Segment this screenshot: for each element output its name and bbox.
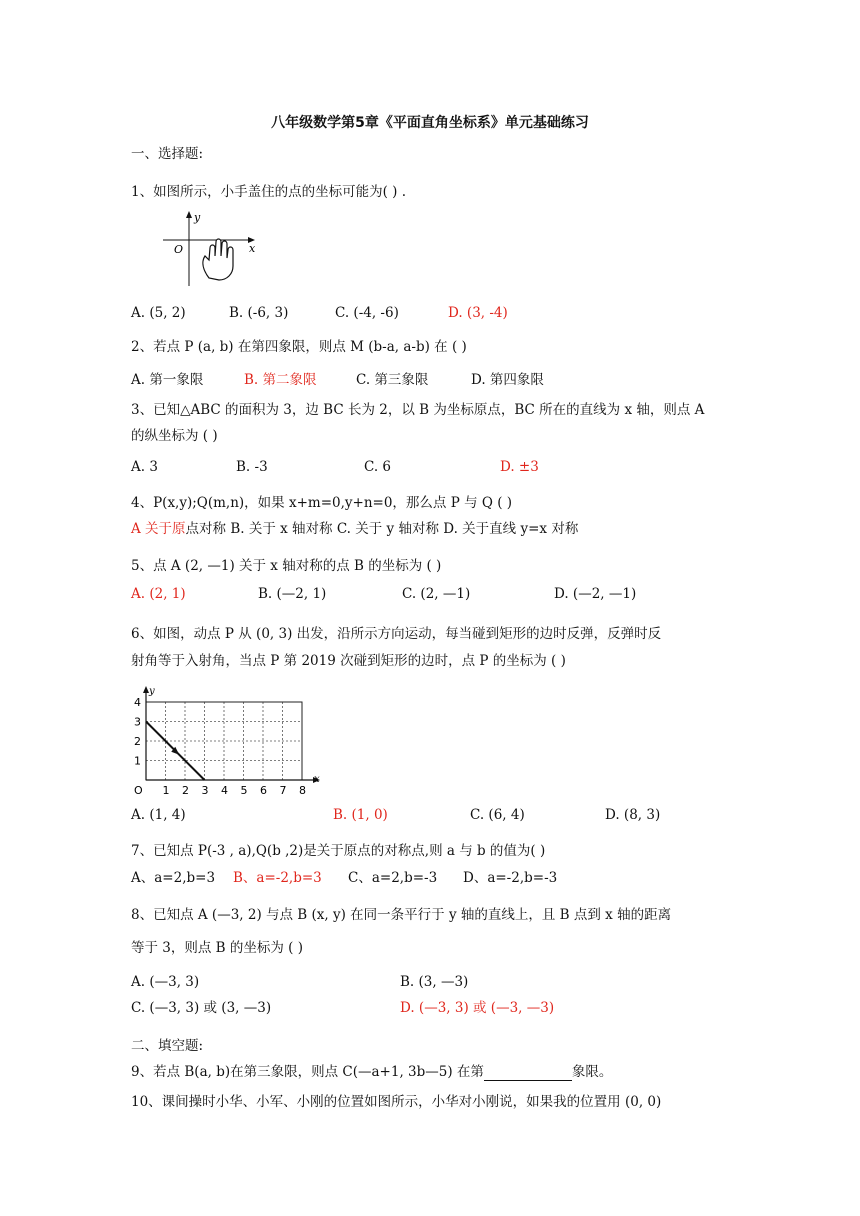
question-4-stem: 4、P(x,y);Q(m,n)，如果 x+m=0,y+n=0，那么点 P 与 Q ( ) bbox=[131, 495, 513, 511]
question-8-stem-line2: 等于 3，则点 B 的坐标为 ( ) bbox=[131, 940, 303, 956]
question-1-x-label: x bbox=[249, 242, 256, 255]
question-6-option-c: C. (6, 4) bbox=[470, 807, 525, 823]
question-8-stem-line1: 8、已知点 A (—3, 2) 与点 B (x, y) 在同一条平行于 y 轴的直线上，且 B 点到 x 轴的距离 bbox=[131, 907, 672, 923]
question-10-stem: 10、课间操时小华、小军、小刚的位置如图所示，小华对小刚说，如果我的位置用 (0, 0) bbox=[131, 1094, 662, 1110]
question-1-figure bbox=[163, 208, 258, 288]
question-7-option-d: D、a=-2,b=-3 bbox=[463, 870, 558, 886]
question-3-option-c: C. 6 bbox=[364, 459, 392, 475]
question-6-option-b: B. (1, 0) bbox=[333, 807, 388, 823]
y-tick-label: 1 bbox=[134, 754, 141, 768]
x-tick-label: 2 bbox=[182, 784, 189, 797]
hand-icon bbox=[203, 239, 233, 280]
question-1-stem: 1、如图所示，小手盖住的点的坐标可能为( ) . bbox=[131, 184, 406, 200]
question-4-options bbox=[131, 520, 578, 538]
section-heading-choice: 一、选择题: bbox=[131, 146, 204, 162]
y-axis-label: y bbox=[149, 686, 155, 697]
question-3-option-a: A. 3 bbox=[131, 459, 158, 475]
question-8-option-b: B. (3, —3) bbox=[400, 974, 469, 990]
question-1-option-a: A. (5, 2) bbox=[131, 305, 186, 321]
question-7-option-b: B、a=-2,b=3 bbox=[233, 870, 322, 886]
x-tick-label: 7 bbox=[279, 784, 287, 797]
y-tick-label: 3 bbox=[134, 715, 141, 729]
x-tick-label: 5 bbox=[240, 784, 248, 797]
question-6-option-d: D. (8, 3) bbox=[605, 807, 661, 823]
page-title: 八年级数学第5章《平面直角坐标系》单元基础练习 bbox=[271, 115, 589, 131]
question-1-y-label: y bbox=[194, 211, 201, 224]
question-5-option-b: B. (—2, 1) bbox=[258, 586, 327, 602]
question-5-option-c: C. (2, —1) bbox=[402, 586, 471, 602]
section-heading-fill: 二、填空题: bbox=[131, 1038, 204, 1054]
question-3-option-d: D. ±3 bbox=[500, 459, 539, 475]
question-5-stem: 5、点 A (2, —1) 关于 x 轴对称的点 B 的坐标为 ( ) bbox=[131, 558, 442, 574]
question-4-options-rest: 点对称 B. 关于 x 轴对称 C. 关于 y 轴对称 D. 关于直线 y=x 对称 bbox=[185, 521, 579, 537]
question-3-stem-line1: 3、已知△ABC 的面积为 3，边 BC 长为 2，以 B 为坐标原点，BC 所在的直线为 x 轴，则点 A bbox=[131, 402, 705, 418]
question-1-option-b: B. (-6, 3) bbox=[229, 305, 289, 321]
x-tick-label: 8 bbox=[299, 784, 306, 797]
question-2-option-c: C. 第三象限 bbox=[356, 372, 429, 388]
question-9-stem-after: 象限。 bbox=[571, 1064, 613, 1080]
question-7-stem: 7、已知点 P(-3 , a),Q(b ,2)是关于原点的对称点,则 a 与 b 的值为( ) bbox=[131, 843, 546, 859]
question-7-option-c: C、a=2,b=-3 bbox=[348, 870, 438, 886]
question-9-answer-blank[interactable] bbox=[484, 1066, 572, 1081]
question-6-stem-line1: 6、如图，动点 P 从 (0, 3) 出发，沿所示方向运动，每当碰到矩形的边时反弹，反弹时反 bbox=[131, 626, 662, 642]
question-1-origin-label: O bbox=[174, 243, 184, 256]
question-6-grid-figure bbox=[128, 678, 323, 798]
x-tick-label: 1 bbox=[162, 784, 170, 797]
question-5-option-d: D. (—2, —1) bbox=[554, 586, 637, 602]
x-tick-label: 6 bbox=[260, 784, 267, 797]
question-6-stem-line2: 射角等于入射角，当点 P 第 2019 次碰到矩形的边时，点 P 的坐标为 ( ) bbox=[131, 653, 566, 669]
question-5-option-a: A. (2, 1) bbox=[131, 586, 186, 602]
question-2-option-a: A. 第一象限 bbox=[131, 372, 204, 388]
question-6-option-a: A. (1, 4) bbox=[131, 807, 186, 823]
question-8-option-a: A. (—3, 3) bbox=[131, 974, 200, 990]
question-4-option-a-highlight: A 关于原 bbox=[131, 521, 186, 537]
question-7-option-a: A、a=2,b=3 bbox=[131, 870, 216, 886]
x-axis-label: x bbox=[314, 774, 320, 785]
y-tick-label: 4 bbox=[134, 696, 141, 709]
question-8-option-d: D. (—3, 3) 或 (—3, —3) bbox=[400, 1000, 555, 1016]
question-9-stem-before: 9、若点 B(a, b)在第三象限，则点 C(—a+1, 3b—5) 在第 bbox=[131, 1064, 484, 1080]
question-1-option-d: D. (3, -4) bbox=[448, 305, 508, 321]
question-1-option-c: C. (-4, -6) bbox=[335, 305, 399, 321]
question-9-stem bbox=[131, 1063, 612, 1081]
question-3-stem-line2: 的纵坐标为 ( ) bbox=[131, 428, 218, 444]
x-tick-label: 4 bbox=[221, 784, 228, 797]
question-2-option-d: D. 第四象限 bbox=[471, 372, 544, 388]
x-tick-label: 3 bbox=[201, 784, 209, 797]
x-tick-label: O bbox=[134, 784, 143, 797]
question-3-option-b: B. -3 bbox=[236, 459, 268, 475]
y-tick-label: 2 bbox=[134, 735, 141, 748]
question-2-stem: 2、若点 P (a, b) 在第四象限，则点 M (b-a, a-b) 在 ( ) bbox=[131, 339, 467, 355]
question-2-option-b: B. 第二象限 bbox=[244, 372, 317, 388]
question-8-option-c: C. (—3, 3) 或 (3, —3) bbox=[131, 1000, 272, 1016]
